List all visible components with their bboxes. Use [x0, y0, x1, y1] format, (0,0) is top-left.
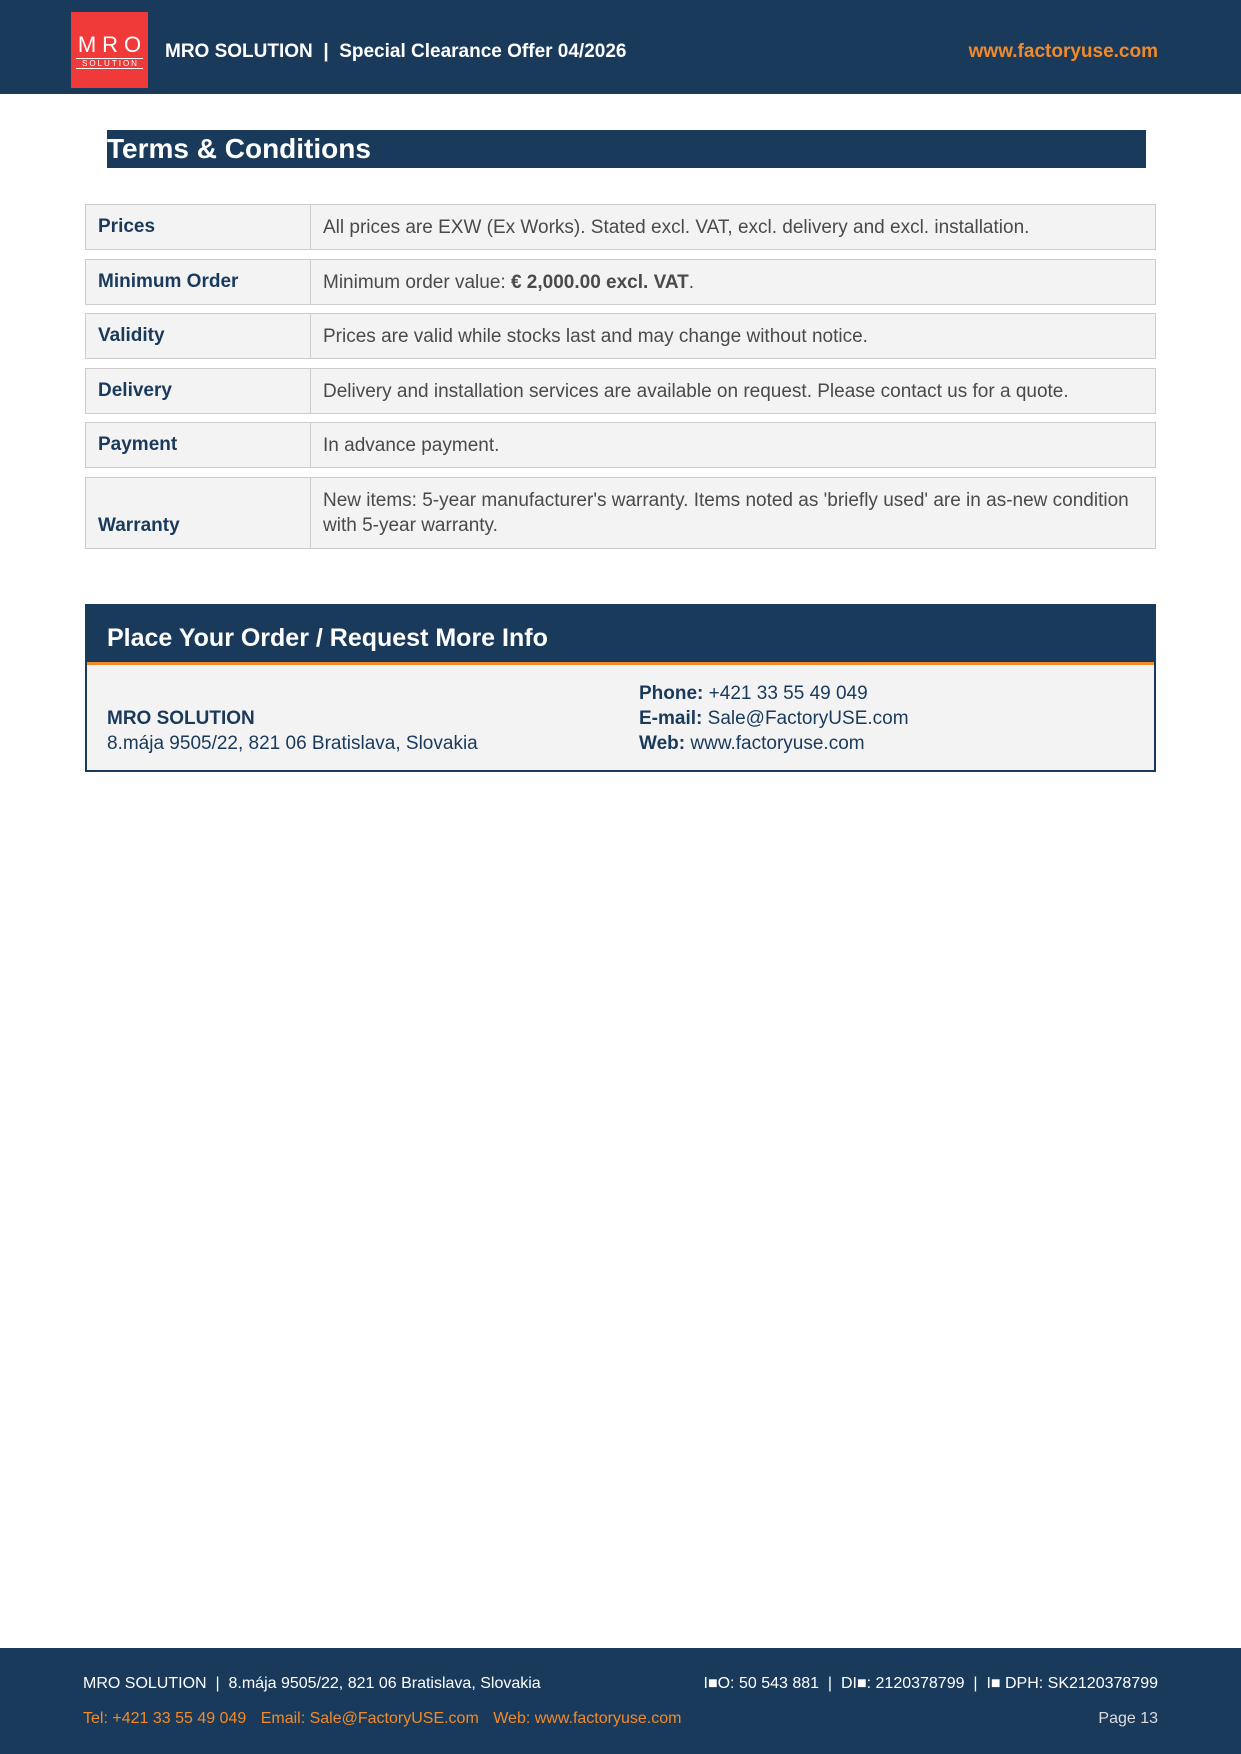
- logo-main-text: MRO: [77, 32, 148, 57]
- order-info-header: [87, 606, 1154, 665]
- term-label: Minimum Order: [86, 260, 311, 304]
- terms-row-minimum-order: [85, 259, 1156, 305]
- term-label: Prices: [86, 205, 311, 249]
- order-info-title: Place Your Order / Request More Info: [107, 624, 548, 652]
- order-info-box: [85, 604, 1156, 772]
- terms-row-payment: [85, 422, 1156, 468]
- footer-tel[interactable]: Tel: +421 33 55 49 049: [83, 1710, 247, 1727]
- order-company-block: [107, 706, 478, 756]
- terms-row-warranty: [85, 477, 1156, 549]
- terms-row-delivery: [85, 368, 1156, 414]
- contact-phone-line: [639, 681, 909, 706]
- terms-row-validity: [85, 313, 1156, 359]
- page-header: [0, 0, 1241, 94]
- term-value: In advance payment.: [323, 434, 500, 456]
- page-number: Page 13: [1098, 1710, 1158, 1727]
- term-label: Warranty: [86, 478, 311, 548]
- contact-web-line: [639, 731, 909, 756]
- term-value: Delivery and installation services are available on request. Please contact us for a quote.: [323, 380, 1069, 402]
- footer-email[interactable]: Email: Sale@FactoryUSE.com: [260, 1710, 479, 1727]
- term-label: Validity: [86, 314, 311, 358]
- phone-value[interactable]: +421 33 55 49 049: [708, 683, 868, 704]
- logo-sub-text: SOLUTION: [76, 58, 143, 69]
- term-value-suffix: .: [688, 271, 695, 293]
- contact-email-line: [639, 706, 909, 731]
- company-name: MRO SOLUTION: [107, 708, 255, 729]
- email-label: E-mail:: [639, 708, 703, 729]
- term-value: New items: 5-year manufacturer's warranty. Items noted as 'briefly used' are in as-new condition with 5-year warranty.: [323, 490, 1129, 536]
- term-value-prefix: Minimum order value:: [323, 271, 511, 293]
- web-label: Web:: [639, 733, 686, 754]
- mro-solution-logo: [71, 12, 148, 88]
- footer-company-line: MRO SOLUTION | 8.mája 9505/22, 821 06 Bratislava, Slovakia: [83, 1675, 541, 1692]
- terms-title: Terms & Conditions: [107, 130, 1146, 168]
- term-value: All prices are EXW (Ex Works). Stated excl. VAT, excl. delivery and excl. installation.: [323, 216, 1030, 238]
- web-value[interactable]: www.factoryuse.com: [690, 733, 865, 754]
- term-value: Prices are valid while stocks last and may change without notice.: [323, 325, 868, 347]
- page-footer: [0, 1648, 1241, 1754]
- footer-ids-line: I■O: 50 543 881 | DI■: 2120378799 | I■ DPH: SK2120378799: [703, 1675, 1158, 1692]
- term-label: Payment: [86, 423, 311, 467]
- email-value[interactable]: Sale@FactoryUSE.com: [707, 708, 909, 729]
- footer-contact-line: [83, 1710, 691, 1728]
- term-label: Delivery: [86, 369, 311, 413]
- terms-row-prices: [85, 204, 1156, 250]
- term-value: [311, 260, 1155, 304]
- company-address: 8.mája 9505/22, 821 06 Bratislava, Slovakia: [107, 733, 478, 754]
- minimum-order-amount: € 2,000.00 excl. VAT: [510, 271, 689, 293]
- order-contact-block: [639, 681, 909, 756]
- phone-label: Phone:: [639, 683, 704, 704]
- header-website-link[interactable]: www.factoryuse.com: [968, 41, 1158, 62]
- header-title: MRO SOLUTION | Special Clearance Offer 04/2026: [165, 41, 627, 62]
- footer-web[interactable]: Web: www.factoryuse.com: [493, 1710, 682, 1727]
